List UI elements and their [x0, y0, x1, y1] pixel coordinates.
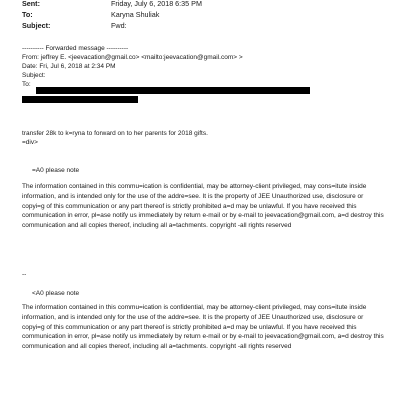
redaction-bar	[22, 96, 138, 103]
to-value: Karyna Shuliak	[111, 10, 160, 19]
disclaimer-paragraph: The information contained in this commu=ication is confidential, may be attorney-client privileged, may cons=itute inside information, and is intended only for the use of the addre=see. It is the property of JEE Unauthorized use, disclosure or copyi=g of this communication or any part thereof is strictly prohibited a=d may be unlawful. If you have received this communication in error, pl=ase notify us immediately by return e-mail or by e-mail to jeevacation@gmail.com, a=d destroy this communication and all copies thereof, including all a=tachments. copyright -all rights reserved	[22, 183, 384, 230]
note-line: =A0 please note	[32, 167, 80, 174]
subject-value: Fwd:	[111, 21, 127, 30]
forwarded-separator: ---------- Forwarded message ----------	[22, 45, 129, 52]
forwarded-subject: Subject:	[22, 72, 46, 79]
sent-value: Friday, July 6, 2018 6:35 PM	[111, 0, 202, 8]
forwarded-date: Date: Fri, Jul 6, 2018 at 2:34 PM	[22, 63, 116, 70]
forwarded-from: From: jeffrey E. <jeevacation@gmail.co> <mailto:jeevacation@gmail.com> >	[22, 54, 243, 61]
div-tag: =div>	[22, 139, 38, 146]
note-line: <A0 please note	[32, 290, 80, 297]
message-text: transfer 28k to k=ryna to forward on to her parents for 2018 gifts.	[22, 130, 208, 137]
forwarded-to: To:	[22, 81, 31, 88]
redaction-bar	[36, 87, 310, 94]
to-label: To:	[22, 10, 33, 19]
sent-label: Sent:	[22, 0, 40, 8]
disclaimer-paragraph: The information contained in this commu=ication is confidential, may be attorney-client privileged, may cons=itute inside information, and is intended only for the use of the addre=see. It is the property of JEE Unauthorized use, disclosure or copyi=g of this communication or any part thereof is strictly prohibited a=d may be unlawful. If you have received this communication in error, pl=ase notify us immediately by return e-mail or by e-mail to jeevacation@gmail.com, a=d destroy this communication and all copies thereof, including all a=tachments. copyright -all rights reserved	[22, 304, 384, 351]
dashes: --	[22, 271, 27, 278]
subject-label: Subject:	[22, 21, 51, 30]
